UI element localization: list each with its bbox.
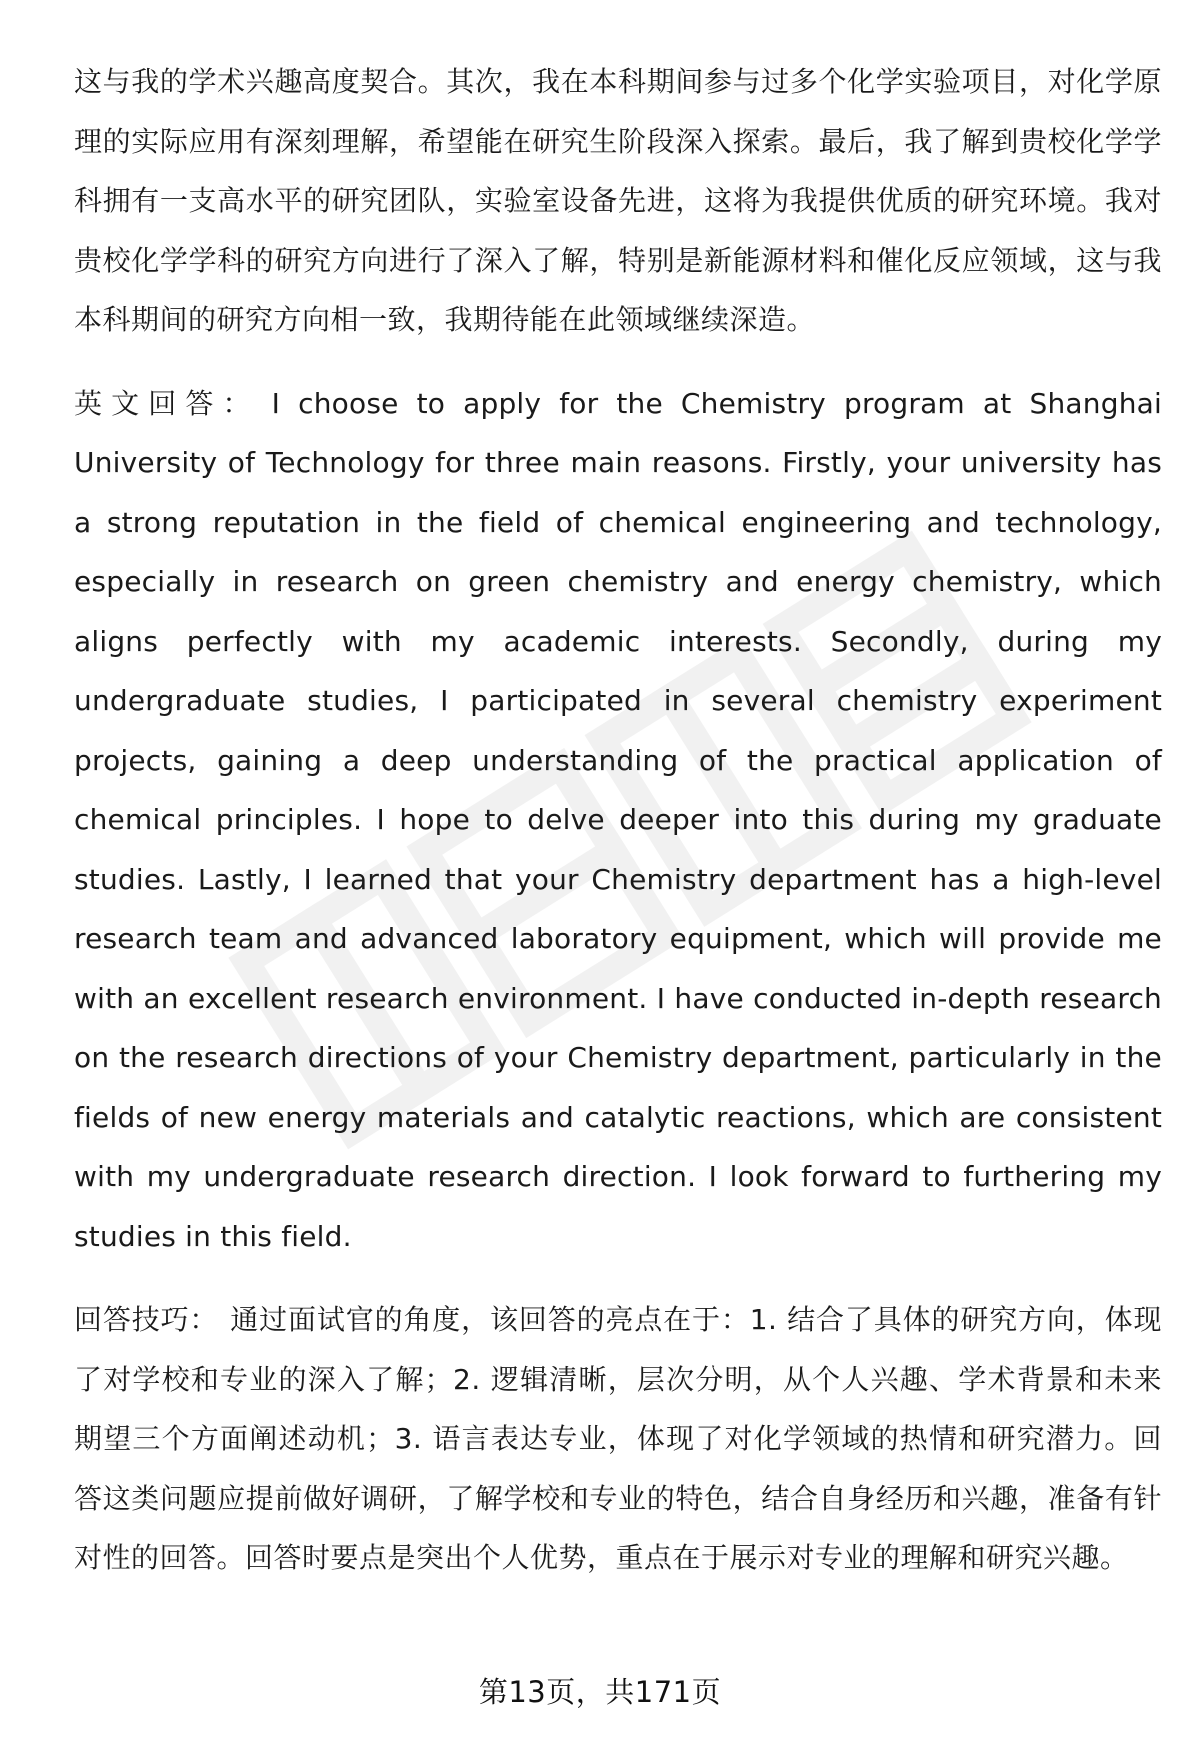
- answer-tips-paragraph: [74, 1290, 1162, 1588]
- chinese-answer-continuation: 这与我的学术兴趣高度契合。其次，我在本科期间参与过多个化学实验项目，对化学原理的实际应用有深刻理解，希望能在研究生阶段深入探索。最后，我了解到贵校化学学科拥有一支高水平的研究团队，实验室设备先进，这将为我提供优质的研究环境。我对贵校化学学科的研究方向进行了深入了解，特别是新能源材料和催化反应领域，这与我本科期间的研究方向相一致，我期待能在此领域继续深造。: [74, 65, 1162, 336]
- document-body: [74, 52, 1162, 1588]
- english-answer-paragraph: [74, 374, 1162, 1267]
- answer-tips-label: 回答技巧：: [74, 1303, 219, 1336]
- english-answer-label: 英文回答：: [74, 386, 260, 420]
- answer-tips-text: 通过面试官的角度，该回答的亮点在于：1. 结合了具体的研究方向，体现了对学校和专业的深入了解；2. 逻辑清晰，层次分明，从个人兴趣、学术背景和未来期望三个方面阐述动机；3. 语言表达专业，体现了对化学领域的热情和研究潜力。回答这类问题应提前做好调研，了解学校和专业的特色，结合自身经历和兴趣，准备有针对性的回答。回答时要点是突出个人优势，重点在于展示对专业的理解和研究兴趣。: [74, 1303, 1162, 1574]
- page-number-footer: 第13页，共171页: [478, 1675, 722, 1709]
- english-answer-text: I choose to apply for the Chemistry program at Shanghai University of Technology for three main reasons. Firstly, your university has a strong reputation in the field of chemical engineering and technology, especially in research on green chemistry and energy chemistry, which aligns perfectly with my academic interests. Secondly, during my undergraduate studies, I participated in several chemistry experiment projects, gaining a deep understanding of the practical application of chemical principles. I hope to delve deeper into this during my graduate studies. Lastly, I learned that your Chemistry department has a high-level research team and advanced laboratory equipment, which will provide me with an excellent research environment. I have conducted in-depth research on the research directions of your Chemistry department, particularly in the fields of new energy materials and catalytic reactions, which are consistent with my undergraduate research direction. I look forward to furthering my studies in this field.: [74, 386, 1162, 1253]
